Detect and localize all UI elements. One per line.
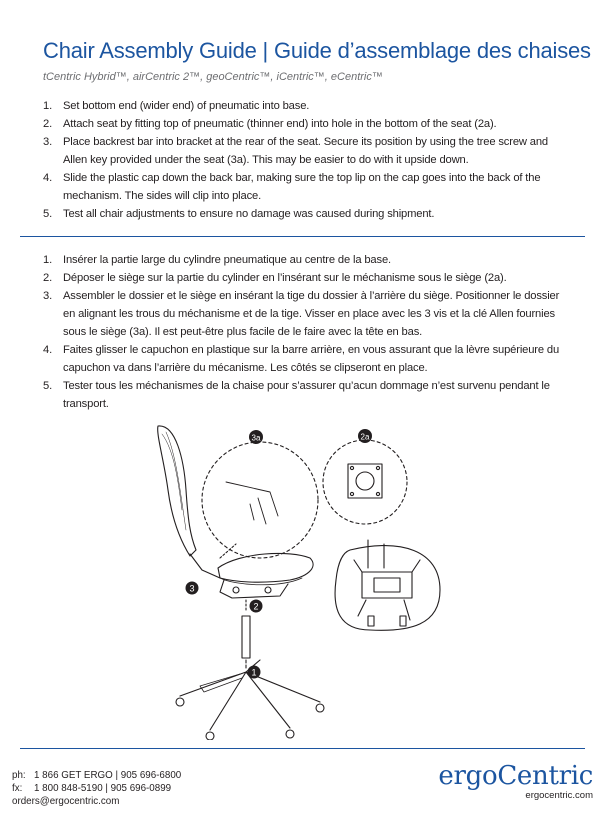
back-bar-illustration: [190, 554, 220, 578]
svg-text:3: 3: [189, 583, 195, 594]
step-item: [43, 341, 563, 377]
detail-2a-outline: [323, 440, 407, 524]
assembly-diagram: [140, 420, 470, 740]
step-text: Assembler le dossier et le siège en insérant la tige du dossier à l’arrière du siège. Positionner le dossier en alignant les trous du méchanisme et de la tige. Visser en place avec les 3 vis et la clé Allen fournies sous le siège (3a). Il est peut-être plus facile de le faire avec la tête en bas.: [63, 290, 560, 338]
step-item: [43, 287, 563, 341]
step-marker-1: [248, 666, 261, 679]
french-steps: [43, 251, 563, 413]
english-steps: [43, 97, 563, 223]
callout-3a: [249, 430, 263, 444]
fax-label: fx:: [12, 783, 23, 794]
step-marker-2: [250, 600, 263, 613]
footer-divider: [20, 748, 585, 749]
step-number: 5.: [43, 380, 53, 392]
step-item: [43, 133, 563, 169]
step-number: 1.: [43, 100, 53, 112]
email-link[interactable]: orders@ergocentric.com: [12, 796, 120, 807]
brand-logo: ergoCentric: [438, 761, 593, 791]
step-number: 2.: [43, 272, 53, 284]
step-number: 4.: [43, 172, 53, 184]
cylinder-illustration: [242, 616, 250, 658]
step-number: 1.: [43, 254, 53, 266]
step-text: Tester tous les méchanismes de la chaise pour s’assurer qu’acun dommage n’est survenu pendant le transport.: [63, 380, 550, 410]
phone-label: ph:: [12, 770, 26, 781]
step-item: [43, 169, 563, 205]
phone-row: [12, 769, 181, 782]
step-item: [43, 97, 563, 115]
step-text: Slide the plastic cap down the back bar, making sure the top lip on the cap goes into the back of the mechanism. The sides will clip into place.: [63, 172, 541, 202]
step-text: Test all chair adjustments to ensure no damage was caused during shipment.: [63, 208, 435, 220]
step-item: [43, 251, 563, 269]
step-text: Attach seat by fitting top of pneumatic (thinner end) into hole in the bottom of the seat (2a).: [63, 118, 497, 130]
website-link[interactable]: ergocentric.com: [525, 790, 593, 801]
step-number: 4.: [43, 344, 53, 356]
callout-2a: [358, 429, 372, 443]
fax-row: [12, 782, 181, 795]
step-text: Déposer le siège sur la partie du cylinder en l’insérant sur le méchanisme sous le siège (2a).: [63, 272, 507, 284]
callout-2a-label: 2a: [360, 432, 370, 442]
phone-number: 1 866 GET ERGO | 905 696-6800: [34, 770, 182, 781]
step-item: [43, 115, 563, 133]
contact-info: [12, 769, 181, 808]
section-divider: [20, 236, 585, 237]
svg-text:1: 1: [251, 667, 257, 678]
brand-block: [438, 762, 593, 801]
svg-text:2: 2: [253, 601, 259, 612]
step-item: [43, 205, 563, 223]
step-number: 5.: [43, 208, 53, 220]
backrest-illustration: [158, 426, 196, 556]
step-text: Faites glisser le capuchon en plastique sur la barre arrière, en vous assurant que la lèvre supérieure du capuchon va dans l’arrière du mécanisme. Les côtés se clipseront en place.: [63, 344, 560, 374]
step-text: Insérer la partie large du cylindre pneumatique au centre de la base.: [63, 254, 391, 266]
step-item: [43, 269, 563, 287]
step-text: Set bottom end (wider end) of pneumatic into base.: [63, 100, 310, 112]
step-item: [43, 377, 563, 413]
step-marker-3: [186, 582, 199, 595]
detail-3a-outline: [202, 442, 318, 558]
step-number: 3.: [43, 136, 53, 148]
underside-illustration: [335, 546, 440, 631]
model-list: tCentric Hybrid™, airCentric 2™, geoCentric™, iCentric™, eCentric™: [43, 71, 383, 83]
step-number: 2.: [43, 118, 53, 130]
callout-3a-label: 3a: [251, 433, 261, 443]
step-text: Place backrest bar into bracket at the rear of the seat. Secure its position by using the tree screw and Allen key provided under the seat (3a). This may be easier to do with it upside down.: [63, 136, 548, 166]
step-number: 3.: [43, 290, 53, 302]
page-title: Chair Assembly Guide | Guide d’assemblage des chaises: [43, 38, 591, 63]
fax-number: 1 800 848-5190 | 905 696-0899: [34, 783, 172, 794]
